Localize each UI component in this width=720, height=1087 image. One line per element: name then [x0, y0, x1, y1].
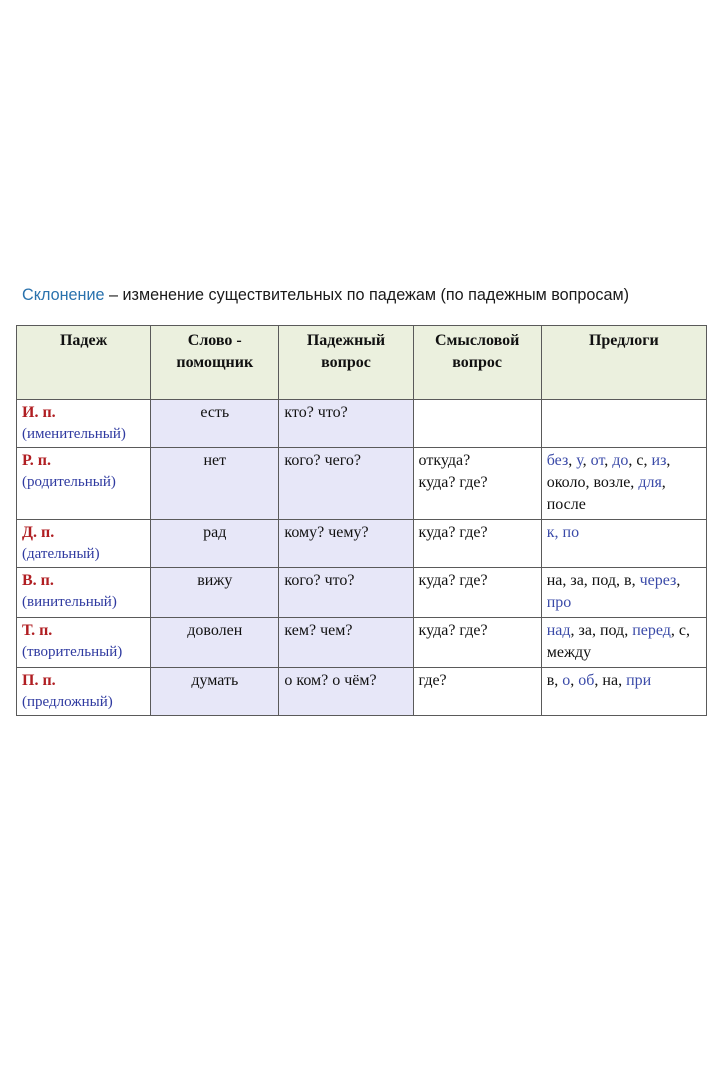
preposition-text: к [546, 524, 555, 541]
helper-word-cell: нет [151, 448, 279, 520]
case-abbr: В. п. [22, 572, 54, 589]
declension-table [16, 325, 707, 716]
preposition-text: для [638, 474, 662, 491]
preposition-text: от [590, 452, 605, 469]
semantic-question-cell: где? [413, 668, 541, 716]
header-case: Падеж [17, 326, 151, 400]
prepositions-cell [541, 618, 706, 668]
helper-word-cell: вижу [151, 568, 279, 618]
case-cell [17, 448, 151, 520]
preposition-text: на, за, под, в, [546, 572, 640, 589]
header-semantic-question: Смысловой вопрос [413, 326, 541, 400]
preposition-text: о [562, 672, 571, 689]
table-row [17, 568, 707, 618]
case-question-cell: кому? чему? [279, 520, 413, 568]
case-abbr: Р. п. [22, 452, 51, 469]
preposition-text: , около, возле, [546, 452, 671, 491]
page-title [22, 286, 712, 305]
title-rest: – изменение существительных по падежам (по падежным вопросам) [104, 286, 630, 304]
preposition-text: про [546, 594, 572, 611]
helper-word-cell: доволен [151, 618, 279, 668]
preposition-text: , [582, 452, 591, 469]
preposition-text: перед [632, 622, 671, 639]
case-cell [17, 618, 151, 668]
semantic-question-cell [413, 400, 541, 448]
preposition-text: , [570, 672, 579, 689]
header-prepositions: Предлоги [541, 326, 706, 400]
case-question-cell: о ком? о чём? [279, 668, 413, 716]
semantic-question-cell: куда? где? [413, 568, 541, 618]
header-helper: Слово - помощник [151, 326, 279, 400]
case-question-cell: кем? чем? [279, 618, 413, 668]
table-row [17, 448, 707, 520]
case-abbr: Д. п. [22, 524, 55, 541]
preposition-text: у [576, 452, 583, 469]
preposition-text: , [604, 452, 613, 469]
prepositions-cell [541, 400, 706, 448]
case-question-cell: кого? чего? [279, 448, 413, 520]
preposition-text: , [676, 572, 681, 589]
preposition-text: , [568, 452, 577, 469]
prepositions-cell [541, 668, 706, 716]
preposition-text: над [546, 622, 571, 639]
preposition-text: по [562, 524, 580, 541]
case-cell [17, 568, 151, 618]
preposition-text: , за, под, [570, 622, 633, 639]
helper-word-cell: рад [151, 520, 279, 568]
title-accent: Склонение [22, 286, 105, 304]
case-full-name: (именительный) [22, 426, 126, 442]
preposition-text: до [612, 452, 629, 469]
table-row [17, 520, 707, 568]
header-row [17, 326, 707, 400]
preposition-text: в, [546, 672, 563, 689]
prepositions-cell [541, 520, 706, 568]
case-abbr: Т. п. [22, 622, 53, 639]
preposition-text: из [651, 452, 667, 469]
preposition-text: при [626, 672, 652, 689]
case-question-cell: кто? что? [279, 400, 413, 448]
prepositions-cell [541, 448, 706, 520]
header-case-question: Падежный вопрос [279, 326, 413, 400]
helper-word-cell: думать [151, 668, 279, 716]
semantic-question-cell: куда? где? [413, 520, 541, 568]
case-abbr: И. п. [22, 404, 56, 421]
case-full-name: (дательный) [22, 546, 100, 562]
case-full-name: (винительный) [22, 594, 117, 610]
prepositions-cell [541, 568, 706, 618]
case-abbr: П. п. [22, 672, 56, 689]
preposition-text: без [546, 452, 569, 469]
case-full-name: (творительный) [22, 644, 123, 660]
preposition-text: , на, [594, 672, 627, 689]
table-row [17, 668, 707, 716]
case-cell [17, 520, 151, 568]
preposition-text: об [578, 672, 595, 689]
case-cell [17, 668, 151, 716]
semantic-question-cell: откуда? куда? где? [413, 448, 541, 520]
case-full-name: (родительный) [22, 474, 116, 490]
preposition-text: , [554, 524, 563, 541]
case-cell [17, 400, 151, 448]
helper-word-cell: есть [151, 400, 279, 448]
table-row [17, 618, 707, 668]
case-question-cell: кого? что? [279, 568, 413, 618]
preposition-text: через [639, 572, 677, 589]
semantic-question-cell: куда? где? [413, 618, 541, 668]
table-row [17, 400, 707, 448]
preposition-text: , с, [628, 452, 652, 469]
preposition-text: , с, между [546, 622, 691, 661]
preposition-text: , после [546, 474, 666, 513]
case-full-name: (предложный) [22, 694, 113, 710]
